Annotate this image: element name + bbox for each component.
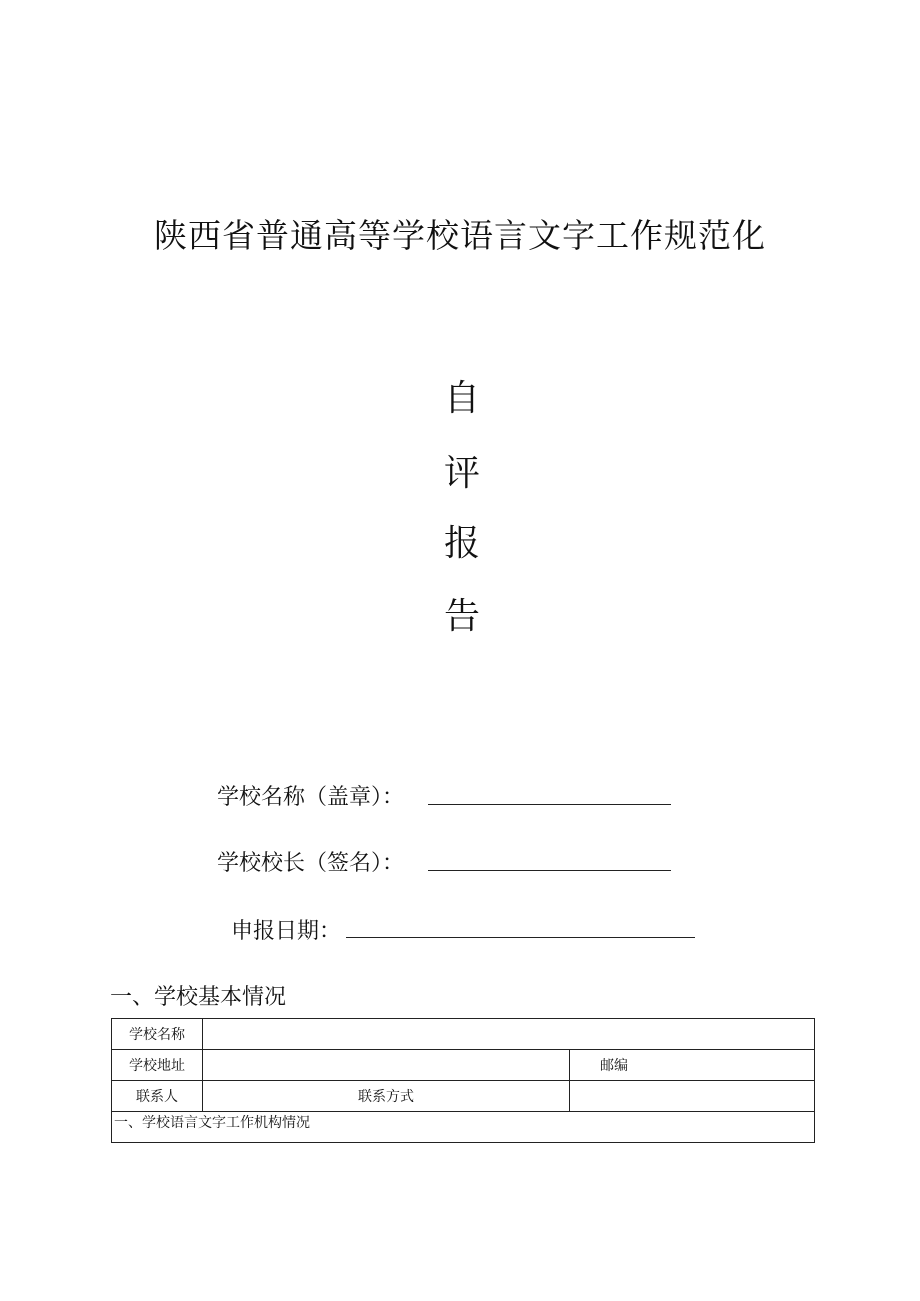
school-address-value[interactable] bbox=[203, 1050, 570, 1081]
postcode-cell bbox=[570, 1050, 815, 1081]
report-char-1: 自 bbox=[443, 378, 480, 419]
document-title: 陕西省普通高等学校语言文字工作规范化 bbox=[154, 216, 766, 255]
section-heading: 一、学校基本情况 bbox=[110, 985, 287, 1010]
contact-method-cell: 联系方式 bbox=[203, 1081, 570, 1112]
school-address-cell: 学校地址 bbox=[112, 1050, 203, 1081]
date-label: 申报日期： bbox=[231, 919, 342, 944]
report-char-4: 告 bbox=[443, 596, 480, 637]
principal-signature-line[interactable] bbox=[428, 870, 671, 871]
contact-method-value[interactable] bbox=[570, 1081, 815, 1112]
report-char-3: 报 bbox=[443, 523, 480, 564]
basic-info-table bbox=[111, 1018, 815, 1143]
table-row bbox=[112, 1050, 815, 1081]
school-name-line[interactable] bbox=[428, 804, 671, 805]
org-section-cell: 一、学校语言文字工作机构情况 bbox=[112, 1112, 815, 1143]
contact-person-cell: 联系人 bbox=[112, 1081, 203, 1112]
principal-label: 学校校长（签名）： bbox=[217, 851, 405, 876]
table-row bbox=[112, 1112, 815, 1143]
table-row bbox=[112, 1019, 815, 1050]
report-char-2: 评 bbox=[443, 453, 480, 494]
postcode-label: 邮编 bbox=[600, 1058, 628, 1074]
date-line[interactable] bbox=[346, 937, 695, 938]
school-name-value[interactable] bbox=[203, 1019, 815, 1050]
school-name-cell: 学校名称 bbox=[112, 1019, 203, 1050]
school-name-label: 学校名称（盖章）： bbox=[217, 785, 405, 810]
table-row bbox=[112, 1081, 815, 1112]
